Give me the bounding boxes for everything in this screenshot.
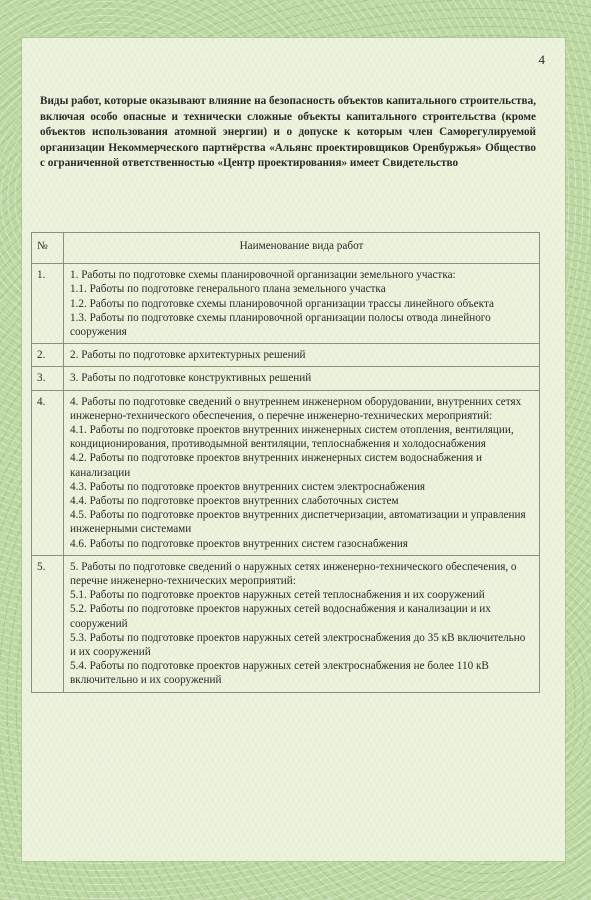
work-item: 1.2. Работы по подготовке схемы планировочной организации трассы линейного объекта — [70, 297, 494, 310]
works-table — [31, 232, 540, 693]
table-row — [32, 390, 540, 555]
works-table-body — [32, 264, 540, 692]
row-work-description — [64, 555, 540, 692]
row-work-description — [64, 344, 540, 367]
work-item: 5.3. Работы по подготовке проектов наружных сетей электроснабжения до 35 кВ включительно и их сооружений — [70, 631, 526, 659]
work-item: 4.3. Работы по подготовке проектов внутренних систем электроснабжения — [70, 480, 426, 493]
table-row — [32, 367, 540, 390]
page-number: 4 — [538, 52, 545, 67]
row-work-description — [64, 367, 540, 390]
work-item: 4.4. Работы по подготовке проектов внутренних слаботочных систем — [70, 495, 399, 508]
work-item: 5.2. Работы по подготовке проектов наружных сетей водоснабжения и канализации и их сооружений — [70, 603, 491, 630]
work-item: 5.4. Работы по подготовке проектов наружных сетей электроснабжения не более 110 кВ включительно и их сооружений — [70, 660, 489, 687]
intro-paragraph: Виды работ, которые оказывают влияние на безопасность объектов капитального строительства, включая особо опасные и технически сложные объекты капитального строительства (кроме объектов использования атомной энергии) и о допуске к которым член Саморегулируемой организации Некоммерческого партнёрства «Альянс проектировщиков Оренбуржья» Общество с ограниченной ответственностью «Центр проектирования» имеет Свидетельство — [40, 95, 536, 170]
work-item: 5.1. Работы по подготовке проектов наружных сетей теплоснабжения и их сооружений — [70, 589, 485, 602]
work-item: 5. Работы по подготовке сведений о наружных сетях инженерно-технического обеспечения, о перечне инженерно-технических мероприятий: — [70, 560, 517, 588]
table-row — [32, 555, 540, 692]
work-item: 4.1. Работы по подготовке проектов внутренних инженерных систем отопления, вентиляции, кондиционирования, противодымной вентиляции, теплоснабжения и холодоснабжения — [70, 424, 514, 451]
row-work-description — [64, 390, 540, 555]
row-work-description — [64, 264, 540, 344]
work-item: 4.2. Работы по подготовке проектов внутренних инженерных систем водоснабжения и канализации — [70, 452, 482, 479]
header-work-name: Наименование вида работ — [64, 233, 540, 264]
row-number: 4. — [32, 390, 64, 555]
header-number: № — [32, 233, 64, 264]
work-item: 4.5. Работы по подготовке проектов внутренних диспетчеризации, автоматизации и управления инженерными системами — [70, 509, 526, 536]
row-number: 2. — [32, 344, 64, 367]
work-item: 1. Работы по подготовке схемы планировочной организации земельного участка: — [70, 269, 456, 282]
work-item: 1.3. Работы по подготовке схемы планировочной организации полосы отвода линейного сооружения — [70, 311, 491, 339]
work-item: 4.6. Работы по подготовке проектов внутренних систем газоснабжения — [70, 537, 408, 550]
work-item: 2. Работы по подготовке архитектурных решений — [70, 349, 306, 362]
row-number: 5. — [32, 555, 64, 692]
table-row — [32, 344, 540, 367]
table-row — [32, 264, 540, 344]
work-item: 4. Работы по подготовке сведений о внутреннем инженерном оборудовании, внутренних сетях инженерно-технического обеспечения, о перечне инженерно-технических мероприятий: — [70, 395, 522, 422]
table-header-row — [32, 233, 540, 264]
row-number: 1. — [32, 264, 64, 344]
work-item: 1.1. Работы по подготовке генерального плана земельного участка — [70, 283, 386, 296]
row-number: 3. — [32, 367, 64, 390]
work-item: 3. Работы по подготовке конструктивных решений — [70, 372, 312, 385]
